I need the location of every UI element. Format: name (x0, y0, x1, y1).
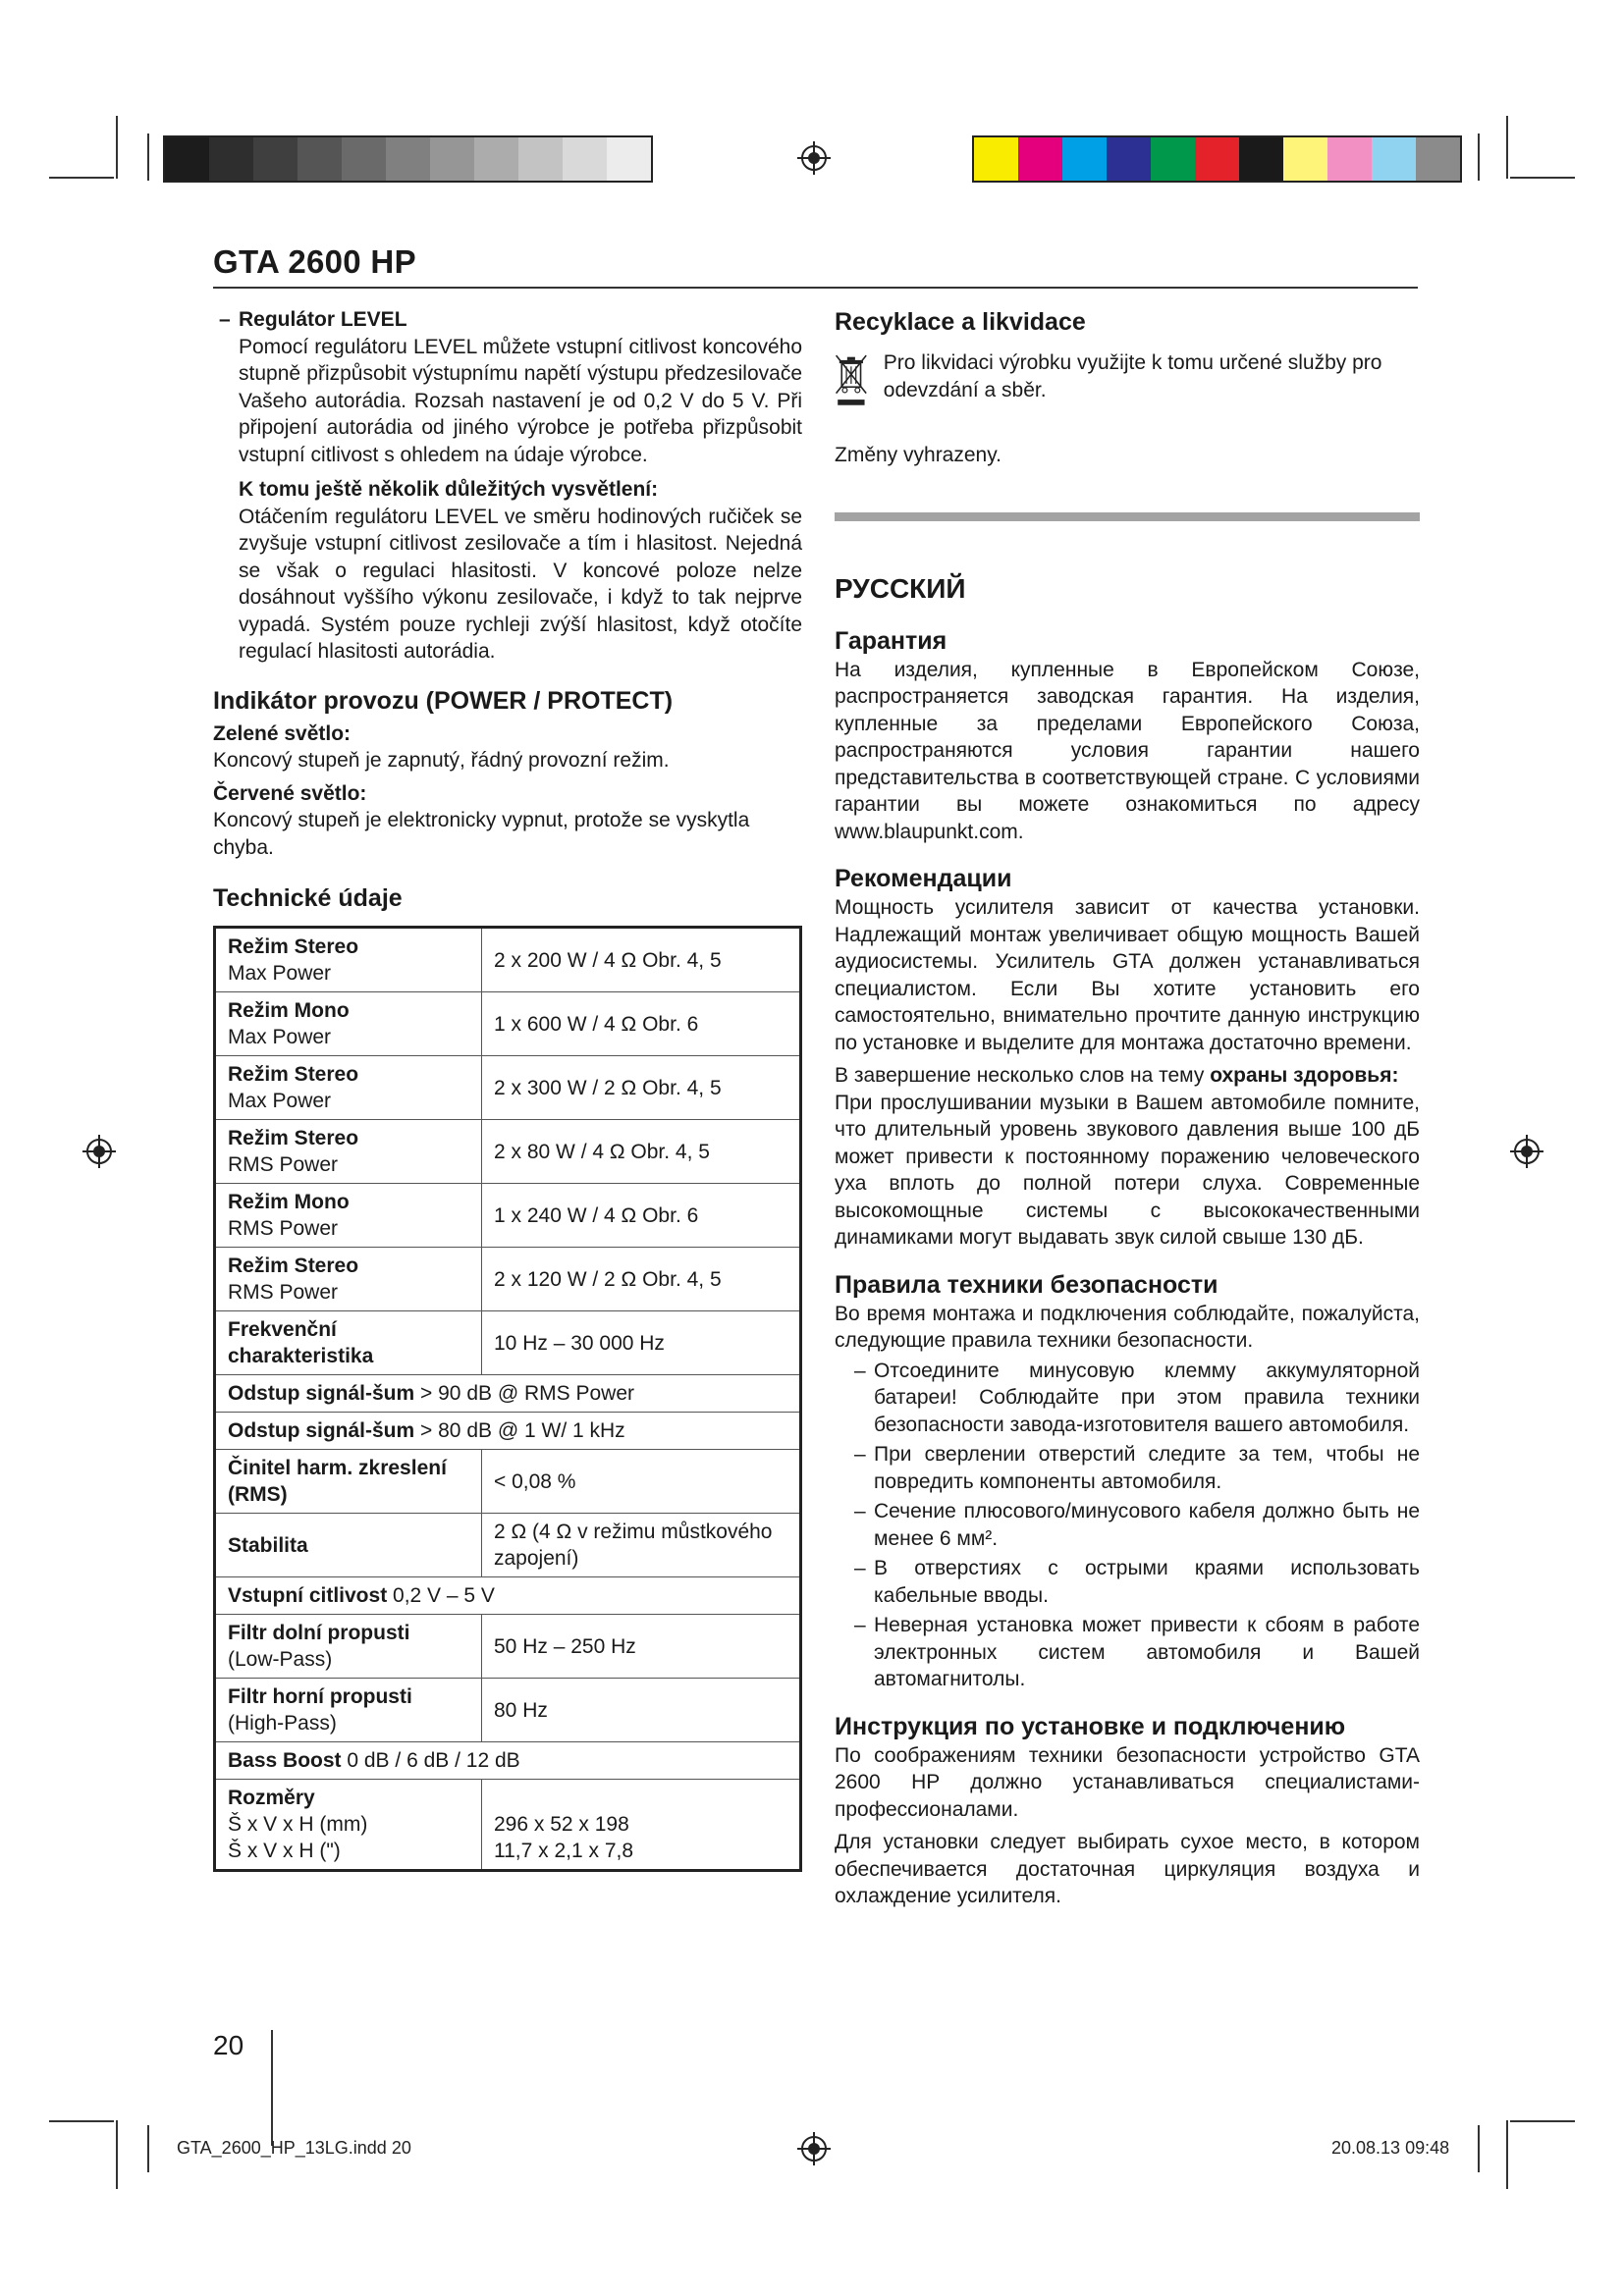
spec-key-bold: Režim Mono (228, 1191, 350, 1213)
spec-value: 1 x 240 W / 4 Ω Obr. 6 (482, 1184, 801, 1248)
red-text: Koncový stupeň je elektronicky vypnut, protože se vyskytla chyba. (213, 809, 750, 859)
warranty-heading: Гарантия (835, 626, 947, 655)
gray-swatch (430, 137, 474, 181)
color-swatch (1283, 137, 1327, 181)
spec-key-sub: (Low-Pass) (228, 1648, 333, 1671)
spec-inline-value: > 80 dB @ 1 W/ 1 kHz (414, 1419, 625, 1442)
color-swatch (1372, 137, 1416, 181)
spec-value-line: 11,7 x 2,1 x 7,8 (494, 1840, 634, 1862)
spec-row (215, 1577, 801, 1615)
safety-item: – В отверстиях с острыми краями использовать кабельные вводы. (848, 1555, 1420, 1609)
spec-full-cell (215, 1577, 801, 1615)
gray-swatch (165, 137, 209, 181)
title-divider (213, 287, 1418, 289)
spec-key (215, 1450, 482, 1514)
health-intro-plain: В завершение несколько слов на тему (835, 1064, 1211, 1087)
health-intro-bold: охраны здоровья: (1210, 1064, 1399, 1087)
changes-text: Změny vyhrazeny. (835, 444, 1001, 466)
spec-key-sub: RMS Power (228, 1281, 339, 1304)
section-divider-bar (835, 512, 1420, 521)
page-number: 20 (213, 2030, 244, 2060)
spec-inline-value: 0,2 V – 5 V (387, 1584, 495, 1607)
gray-swatch (474, 137, 518, 181)
health-text: При прослушивании музыки в Вашем автомобиле помните, что длительный уровень звукового давления выше 100 дБ может привести к постоянному поражению человеческого уха вплоть до полной потери слуха. Современные высокомощные системы с высококачественными динамиками могут выдавать звук силой свыше 130 дБ. (835, 1091, 1420, 1249)
spec-row (215, 1780, 801, 1871)
spec-key-bold: Rozměry (228, 1787, 315, 1809)
recommendations-heading: Рекомендации (835, 865, 1012, 892)
spec-key (215, 1184, 482, 1248)
red-label: Červené světlo: (213, 781, 367, 805)
spec-key-bold: Odstup signál-šum (228, 1382, 415, 1405)
gray-swatch (386, 137, 430, 181)
warranty-text: На изделия, купленные в Европейском Союзе, распространяется заводская гарантия. На изделия, купленные за пределами Европейского Союза, распространяются условия гарантии нашего представительства в соответствующей стране. С условиями гарантии вы можете ознакомиться по адресу www.blaupunkt.com. (835, 658, 1420, 843)
spec-key-bold: Režim Mono (228, 999, 350, 1022)
spec-key-bold: Frekvenční charakteristika (228, 1318, 374, 1367)
footer-file-info: GTA_2600_HP_13LG.indd 20 (177, 2138, 411, 2158)
gray-swatch (607, 137, 651, 181)
spec-key-sub: Š x V x H (") (228, 1840, 341, 1862)
color-swatch (1416, 137, 1460, 181)
spec-key (215, 1514, 482, 1577)
spec-key (215, 1615, 482, 1679)
spec-row (215, 1375, 801, 1413)
color-swatch (1327, 137, 1372, 181)
spec-value: 80 Hz (482, 1679, 801, 1742)
install-text-1: По соображениям техники безопасности устройство GTA 2600 HP должно устанавливаться специалистами-профессионалами. (835, 1743, 1420, 1821)
page-title: GTA 2600 HP (213, 243, 416, 280)
safety-item: – Сечение плюсового/минусового кабеля должно быть не менее 6 мм². (848, 1498, 1420, 1552)
spec-key-sub: Š x V x H (mm) (228, 1813, 368, 1836)
spec-key (215, 1248, 482, 1311)
left-column (213, 306, 802, 1872)
color-swatch (1239, 137, 1283, 181)
spec-key-bold: Režim Stereo (228, 1255, 359, 1277)
spec-value: 2 x 80 W / 4 Ω Obr. 4, 5 (482, 1120, 801, 1184)
right-column (835, 306, 1420, 1910)
level-text: Pomocí regulátoru LEVEL můžete vstupní citlivost koncového stupně přizpůsobit výstupnímu napětí výstupu předzesilovače Vašeho autorádia. Rozsah nastavení je od 0,2 V do 5 V. Při připojení autorádia od jiného výrobce je potřeba přizpůsobit vstupní citlivost s ohledem na údaje výrobce. (239, 335, 802, 466)
cmyk-color-bar (972, 135, 1462, 183)
spec-full-cell (215, 1375, 801, 1413)
spec-inline-value: 0 dB / 6 dB / 12 dB (341, 1749, 520, 1772)
spec-key-sub: Max Power (228, 1090, 332, 1112)
tech-heading: Technické údaje (213, 884, 403, 912)
spec-key (215, 928, 482, 992)
registration-mark-icon (1510, 1135, 1543, 1168)
spec-value: < 0,08 % (482, 1450, 801, 1514)
spec-row (215, 1120, 801, 1184)
gray-swatch (563, 137, 607, 181)
safety-list (835, 1358, 1420, 1693)
recommendations-text: Мощность усилителя зависит от качества установки. Надлежащий монтаж увеличивает общую мощность Вашей аудиосистемы. Усилитель GTA должен устанавливаться специалистом. Если Вы хотите установить его самостоятельно, внимательно прочтите данную инструкцию по установке и выделите для монтажа достаточно времени. (835, 896, 1420, 1054)
spec-key-sub: RMS Power (228, 1217, 339, 1240)
level-heading: – Regulátor LEVEL (213, 306, 802, 334)
spec-value: 10 Hz – 30 000 Hz (482, 1311, 801, 1375)
spec-row (215, 1450, 801, 1514)
spec-key-bold: Stabilita (228, 1533, 308, 1557)
spec-key (215, 1311, 482, 1375)
color-swatch (1151, 137, 1195, 181)
spec-key-bold: Bass Boost (228, 1749, 342, 1772)
gray-color-bar (163, 135, 653, 183)
spec-row (215, 1056, 801, 1120)
gray-swatch (298, 137, 342, 181)
weee-bin-icon (835, 347, 868, 412)
spec-value: 2 x 120 W / 2 Ω Obr. 4, 5 (482, 1248, 801, 1311)
color-swatch (974, 137, 1018, 181)
recycle-text: Pro likvidaci výrobku využijte k tomu určené služby pro odevzdání a sběr. (883, 351, 1382, 401)
spec-row (215, 928, 801, 992)
spec-row (215, 1615, 801, 1679)
color-swatch (1018, 137, 1062, 181)
spec-row (215, 1413, 801, 1450)
color-swatch (1062, 137, 1107, 181)
spec-value-line: 296 x 52 x 198 (494, 1813, 629, 1836)
spec-row (215, 1514, 801, 1577)
health-intro (835, 1062, 1420, 1090)
spec-value: 1 x 600 W / 4 Ω Obr. 6 (482, 992, 801, 1056)
language-heading: РУССКИЙ (835, 572, 966, 604)
spec-key-bold: Režim Stereo (228, 1127, 359, 1149)
spec-row (215, 1184, 801, 1248)
spec-full-cell (215, 1742, 801, 1780)
spec-value: 50 Hz – 250 Hz (482, 1615, 801, 1679)
color-swatch (1107, 137, 1151, 181)
spec-key-bold: Činitel harm. zkreslení (RMS) (228, 1457, 447, 1506)
recycle-heading: Recyklace a likvidace (835, 308, 1086, 336)
spec-key (215, 1780, 482, 1871)
spec-key-bold: Vstupní citlivost (228, 1584, 388, 1607)
spec-key-sub: Max Power (228, 962, 332, 985)
registration-mark-icon (82, 1135, 116, 1168)
color-swatch (1195, 137, 1239, 181)
spec-key-bold: Odstup signál-šum (228, 1419, 415, 1442)
spec-row (215, 1679, 801, 1742)
notes-text: Otáčením regulátoru LEVEL ve směru hodinových ručiček se zvyšuje vstupní citlivost zesilovače a tím i hlasitost. Nejedná se však o regulaci hlasitosti. V koncové poloze nelze dosáhnout vyššího výkonu zesilovače, i když to tak nejprve vypadá. Systém pouze rychleji zvýší hlasitost, když otočíte regulací hlasitosti autorádia. (239, 505, 802, 663)
spec-key (215, 992, 482, 1056)
spec-row (215, 992, 801, 1056)
gray-swatch (518, 137, 563, 181)
spec-value: 2 x 300 W / 2 Ω Obr. 4, 5 (482, 1056, 801, 1120)
install-text-2: Для установки следует выбирать сухое место, в котором обеспечивается достаточная циркуляция воздуха и охлаждение усилителя. (835, 1831, 1420, 1907)
spec-row (215, 1311, 801, 1375)
spec-table (213, 926, 802, 1872)
spec-full-cell (215, 1413, 801, 1450)
green-text: Koncový stupeň je zapnutý, řádný provozní režim. (213, 749, 670, 772)
registration-mark-icon (797, 141, 831, 175)
spec-value: 2 x 200 W / 4 Ω Obr. 4, 5 (482, 928, 801, 992)
safety-intro: Во время монтажа и подключения соблюдайте, пожалуйста, следующие правила техники безопасности. (835, 1302, 1420, 1352)
safety-item: – Отсоедините минусовую клемму аккумуляторной батареи! Соблюдайте при этом правила техники безопасности завода-изготовителя вашего автомобиля. (848, 1358, 1420, 1439)
spec-key-bold: Režim Stereo (228, 1063, 359, 1086)
safety-item: – Неверная установка может привести к сбоям в работе электронных систем автомобиля и Вашей автомагнитолы. (848, 1612, 1420, 1693)
footer-date: 20.08.13 09:48 (1331, 2138, 1450, 2158)
indicator-heading: Indikátor provozu (POWER / PROTECT) (213, 686, 674, 715)
spec-row (215, 1742, 801, 1780)
spec-key-sub: Max Power (228, 1026, 332, 1048)
green-label: Zelené světlo: (213, 721, 352, 745)
spec-key-bold: Filtr dolní propusti (228, 1622, 410, 1644)
spec-row (215, 1248, 801, 1311)
safety-item: – При сверлении отверстий следите за тем, чтобы не повредить компоненты автомобиля. (848, 1441, 1420, 1495)
page-number-rule (271, 2030, 273, 2146)
spec-key (215, 1679, 482, 1742)
notes-heading: K tomu ještě několik důležitých vysvětlení: (239, 478, 659, 501)
spec-key-bold: Režim Stereo (228, 935, 359, 958)
install-heading: Инструкция по установке и подключению (835, 1712, 1346, 1740)
gray-swatch (253, 137, 298, 181)
spec-key-sub: (High-Pass) (228, 1712, 337, 1735)
gray-swatch (342, 137, 386, 181)
spec-key-bold: Filtr horní propusti (228, 1685, 412, 1708)
spec-key-sub: RMS Power (228, 1153, 339, 1176)
spec-inline-value: > 90 dB @ RMS Power (414, 1382, 635, 1405)
spec-key (215, 1120, 482, 1184)
registration-mark-icon (797, 2132, 831, 2165)
safety-heading: Правила техники безопасности (835, 1270, 1218, 1299)
gray-swatch (209, 137, 253, 181)
spec-value (482, 1780, 801, 1871)
spec-value: 2 Ω (4 Ω v režimu můstkového zapojení) (482, 1514, 801, 1577)
spec-key (215, 1056, 482, 1120)
